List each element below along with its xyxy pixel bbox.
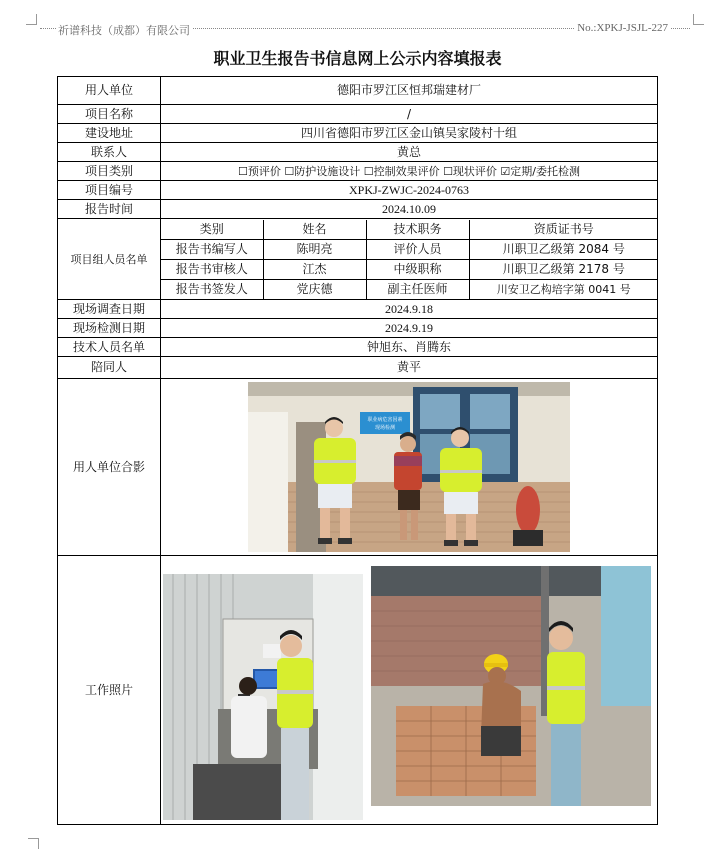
value-address: 四川省德阳市罗江区金山镇吴家陵村十组	[161, 124, 658, 143]
label-escort: 陪同人	[58, 357, 161, 379]
table-row	[161, 239, 658, 259]
team-header-title: 技术职务	[366, 220, 469, 240]
corner-mark	[693, 14, 704, 25]
team-cell-category: 报告书编写人	[161, 239, 263, 259]
label-survey-date: 现场调查日期	[58, 300, 161, 319]
corner-mark	[26, 14, 37, 25]
team-cell-category: 报告书签发人	[161, 279, 263, 299]
document-number: No.:XPKJ-JSJL-227	[577, 22, 668, 34]
group-photo-cell	[161, 379, 658, 556]
team-cell-title: 评价人员	[366, 239, 469, 259]
photo-sign-text: 职业病危害因素	[367, 417, 403, 423]
team-cell-category: 报告书审核人	[161, 259, 263, 279]
team-cell-name: 陈明亮	[263, 239, 366, 259]
team-cell-cert: 川安卫乙构培字第 0041 号	[496, 282, 631, 296]
company-name: 祈谱科技（成都）有限公司	[58, 24, 190, 37]
label-tech-staff: 技术人员名单	[58, 338, 161, 357]
value-project-name: /	[161, 105, 658, 124]
team-table	[161, 220, 658, 299]
value-contact: 黄总	[161, 143, 658, 162]
info-table	[57, 76, 658, 825]
team-header-category: 类别	[161, 220, 263, 240]
value-test-date: 2024.9.19	[161, 319, 658, 338]
team-header-name: 姓名	[263, 220, 366, 240]
label-category: 项目类别	[58, 162, 161, 181]
label-group-photo: 用人单位合影	[58, 379, 161, 556]
value-employer: 德阳市罗江区恒邦瑞建材厂	[161, 77, 658, 105]
label-report-time: 报告时间	[58, 200, 161, 219]
page-header	[40, 8, 690, 36]
label-test-date: 现场检测日期	[58, 319, 161, 338]
value-escort: 黄平	[161, 357, 658, 379]
value-project-no: XPKJ-ZWJC-2024-0763	[161, 181, 658, 200]
work-photos-cell	[161, 556, 658, 825]
page-title: 职业卫生报告书信息网上公示内容填报表	[213, 49, 502, 68]
table-row	[161, 279, 658, 299]
work-photo-bricks	[371, 566, 651, 806]
label-address: 建设地址	[58, 124, 161, 143]
team-cell-name: 江杰	[263, 259, 366, 279]
team-header-cert: 资质证书号	[469, 220, 658, 240]
label-employer: 用人单位	[58, 77, 161, 105]
photo-sign-text: 现场检测	[374, 425, 396, 431]
work-photo-instrument	[163, 574, 363, 820]
label-project-name: 项目名称	[58, 105, 161, 124]
label-contact: 联系人	[58, 143, 161, 162]
team-cell-title: 副主任医师	[366, 279, 469, 299]
team-cell	[161, 219, 658, 300]
value-category: ☐预评价 ☐防护设施设计 ☐控制效果评价 ☐现状评价 ☑定期/委托检测	[161, 162, 658, 181]
value-report-time: 2024.10.09	[161, 200, 658, 219]
label-team: 项目组人员名单	[58, 219, 161, 300]
label-project-no: 项目编号	[58, 181, 161, 200]
team-cell-cert: 川职卫乙级第 2084 号	[469, 239, 658, 259]
team-cell-title: 中级职称	[366, 259, 469, 279]
value-tech-staff: 钟旭东、肖腾东	[161, 338, 658, 357]
group-photo	[248, 382, 570, 552]
corner-mark	[28, 838, 39, 849]
label-work-photos: 工作照片	[58, 556, 161, 825]
table-row	[161, 259, 658, 279]
value-survey-date: 2024.9.18	[161, 300, 658, 319]
team-cell-name: 党庆德	[263, 279, 366, 299]
team-cell-cert: 川职卫乙级第 2178 号	[469, 259, 658, 279]
